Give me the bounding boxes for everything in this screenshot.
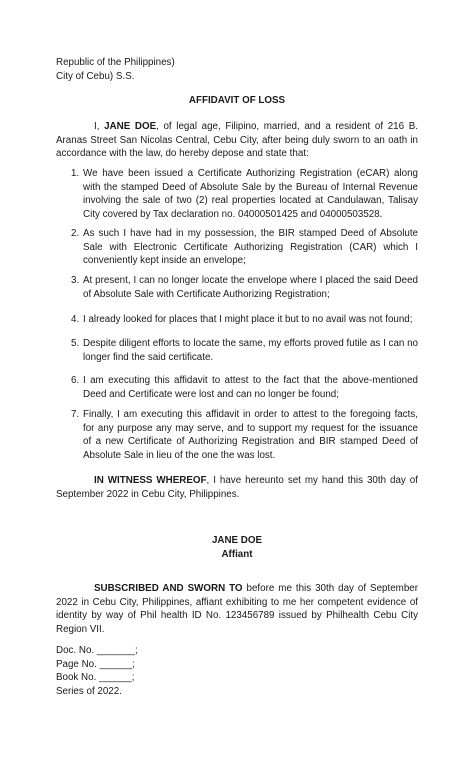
book-number: Book No. ______; bbox=[56, 672, 135, 684]
list-item-text: I am executing this affidavit to attest to the fact that the above-mentioned Deed and Certificate were lost and can no longer be found; bbox=[83, 375, 418, 400]
witness-paragraph bbox=[56, 474, 418, 501]
list-item-number: 7. bbox=[71, 409, 80, 420]
list-item-number: 1. bbox=[71, 168, 80, 179]
witness-heading: IN WITNESS WHEREOF bbox=[94, 475, 207, 486]
signatory-name: JANE DOE bbox=[211, 535, 263, 546]
jurat-text: before me this 30th day of September 2022 in Cebu City, Philippines, affiant exhibiting to me her competent evidence of identity by way of Phil health ID No. 123456789 issued by Philhealth Cebu City Region VII. bbox=[56, 583, 418, 635]
list-item-text: I already looked for places that I might place it but to no avail was not found; bbox=[83, 314, 413, 325]
intro-paragraph bbox=[56, 120, 418, 161]
intro-rest: , of legal age, Filipino, married, and a resident of 216 B. Aranas Street San Nicolas Central, Cebu City, after being duly sworn to an oath in accordance with the law, do hereby depose and state that: bbox=[56, 121, 418, 160]
doc-number: Doc. No. _______; bbox=[56, 645, 138, 656]
affiant-name: JANE DOE bbox=[104, 121, 157, 132]
list-item-number: 6. bbox=[71, 375, 80, 386]
list-item-number: 3. bbox=[71, 275, 80, 286]
list-item-number: 4. bbox=[71, 314, 80, 325]
list-item-text: At present, I can no longer locate the envelope where I placed the said Deed of Absolute Sale with Certificate Authorizing Registration; bbox=[83, 275, 418, 300]
notarial-register bbox=[56, 644, 418, 698]
series-year: Series of 2022. bbox=[56, 685, 122, 697]
document-title: AFFIDAVIT OF LOSS bbox=[188, 95, 286, 106]
venue-country: Republic of the Philippines) bbox=[56, 57, 175, 68]
page-number: Page No. ______; bbox=[56, 658, 135, 670]
list-item-text: Finally, I am executing this affidavit in order to attest to the foregoing facts, for any purpose any may serve, and to support my request for the issuance of a new Certificate of Authorizing Registration and BIR stamped Deed of Absolute Sale in lieu of the one the was lost. bbox=[83, 409, 418, 461]
signature-block bbox=[56, 534, 418, 561]
witness-text: , I have hereunto set my hand this 30th day of September 2022 in Cebu City, Philippines. bbox=[56, 475, 418, 500]
list-item-number: 5. bbox=[71, 338, 80, 349]
venue-header bbox=[56, 56, 418, 83]
list-item-text: As such I have had in my possession, the BIR stamped Deed of Absolute Sale with Electronic Certificate Authorizing Registration (CAR) which I conveniently kept inside an envelope; bbox=[83, 228, 418, 267]
jurat-paragraph bbox=[56, 582, 418, 636]
list-item-number: 2. bbox=[71, 228, 80, 239]
venue-city: City of Cebu) S.S. bbox=[56, 70, 135, 82]
signatory-role: Affiant bbox=[221, 548, 253, 560]
intro-prefix: I, bbox=[94, 121, 105, 132]
list-item-text: Despite diligent efforts to locate the same, my efforts proved futile as I can no longer find the said certificate. bbox=[83, 338, 418, 363]
list-item-text: We have been issued a Certificate Authorizing Registration (eCAR) along with the stamped Deed of Absolute Sale by the Bureau of Internal Revenue involving the sale of two (2) real properties located at Candulawan, Talisay City covered by Tax declaration no. 04000501425 and 04000503528. bbox=[83, 168, 418, 220]
jurat-heading: SUBSCRIBED AND SWORN TO bbox=[94, 583, 243, 594]
